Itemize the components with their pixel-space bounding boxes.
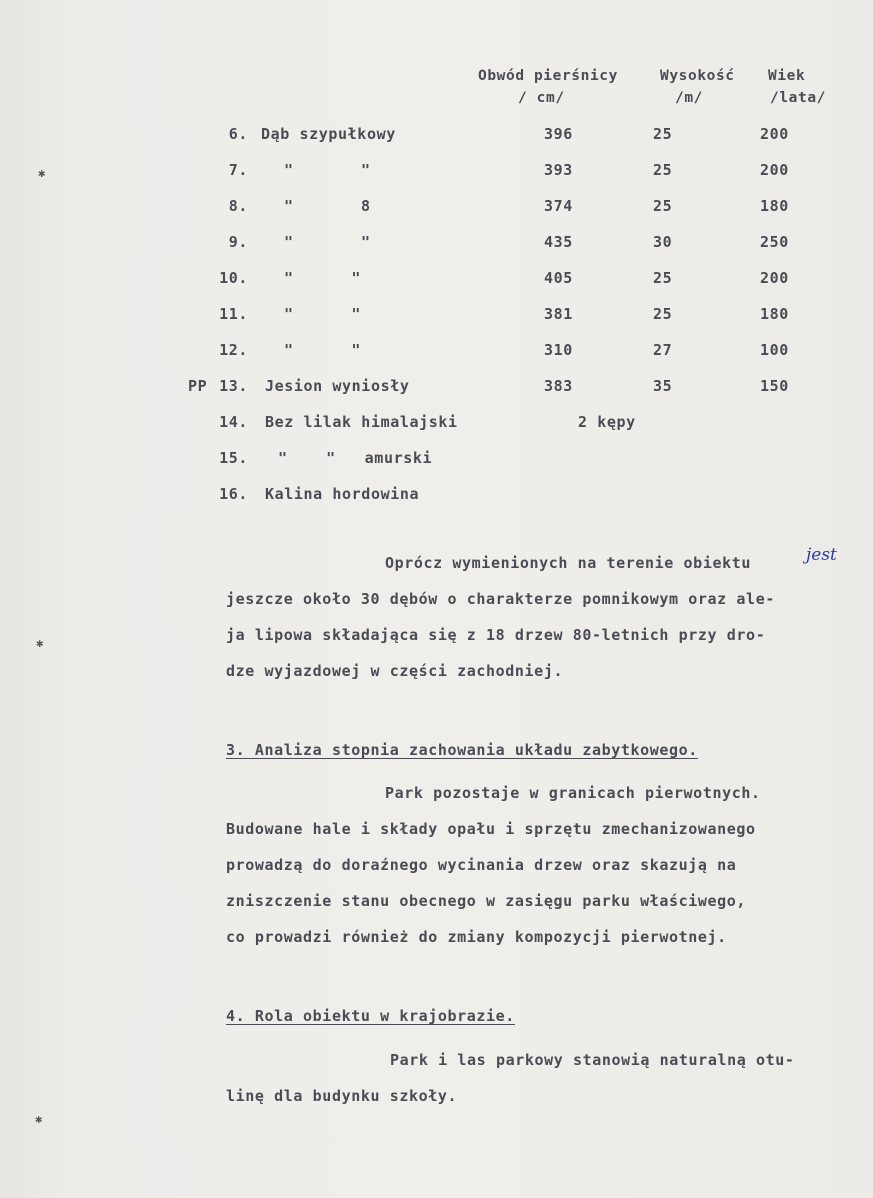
header-circumference-unit: / cm/ xyxy=(518,90,565,106)
row-number: 11. xyxy=(219,305,248,323)
section-heading: 4. Rola obiektu w krajobrazie. xyxy=(226,1007,515,1025)
header-age-unit: /lata/ xyxy=(770,90,826,106)
circumference-value: 381 xyxy=(544,305,573,323)
circumference-value: 310 xyxy=(544,341,573,359)
age-value: 200 xyxy=(760,269,789,287)
circumference-value: 374 xyxy=(544,197,573,215)
species-name: " " xyxy=(284,161,371,179)
age-value: 180 xyxy=(760,197,789,215)
paragraph-line: Park pozostaje w granicach pierwotnych. xyxy=(385,784,761,802)
height-value: 30 xyxy=(653,233,673,251)
circumference-value: 383 xyxy=(544,377,573,395)
circumference-value: 393 xyxy=(544,161,573,179)
row-number: 14. xyxy=(219,413,248,431)
quantity-note: 2 kępy xyxy=(578,413,636,431)
paragraph-line: prowadzą do doraźnego wycinania drzew oraz skazują na xyxy=(226,856,737,874)
species-name: " " xyxy=(284,269,362,287)
paragraph-line: Oprócz wymienionych na terenie obiektu xyxy=(385,554,751,572)
row-number: 6. xyxy=(228,125,248,143)
punch-hole-mark: ✱ xyxy=(36,636,44,650)
row-number: 16. xyxy=(219,485,248,503)
height-value: 27 xyxy=(653,341,673,359)
height-value: 25 xyxy=(653,269,673,287)
age-value: 180 xyxy=(760,305,789,323)
paragraph-line: dze wyjazdowej w części zachodniej. xyxy=(226,662,564,680)
punch-hole-mark: ✱ xyxy=(38,166,46,180)
height-value: 25 xyxy=(653,197,673,215)
circumference-value: 435 xyxy=(544,233,573,251)
row-number: 12. xyxy=(219,341,248,359)
height-value: 25 xyxy=(653,125,673,143)
header-height: Wysokość xyxy=(660,68,735,84)
row-number: 10. xyxy=(219,269,248,287)
species-name: " " xyxy=(284,341,362,359)
paragraph-line: Park i las parkowy stanowią naturalną otu- xyxy=(390,1051,795,1069)
species-name: Bez lilak himalajski xyxy=(265,413,458,431)
handwritten-insertion: jest xyxy=(806,545,837,565)
section-heading: 3. Analiza stopnia zachowania układu zabytkowego. xyxy=(226,741,698,759)
row-number: 7. xyxy=(228,161,248,179)
circumference-value: 396 xyxy=(544,125,573,143)
paragraph-line: jeszcze około 30 dębów o charakterze pomnikowym oraz ale- xyxy=(226,590,775,608)
height-value: 35 xyxy=(653,377,673,395)
species-name: Jesion wyniosły xyxy=(265,377,410,395)
paragraph-line: ja lipowa składająca się z 18 drzew 80-letnich przy dro- xyxy=(226,626,766,644)
species-name: " " amurski xyxy=(278,449,433,467)
row-number: 15. xyxy=(219,449,248,467)
species-name: " " xyxy=(284,305,362,323)
paragraph-line: linę dla budynku szkoły. xyxy=(226,1087,458,1105)
row-number: 8. xyxy=(228,197,248,215)
species-name: " " xyxy=(284,233,371,251)
age-value: 250 xyxy=(760,233,789,251)
paragraph-line: co prowadzi również do zmiany kompozycji pierwotnej. xyxy=(226,928,727,946)
age-value: 200 xyxy=(760,125,789,143)
header-circumference: Obwód pierśnicy xyxy=(478,68,618,84)
species-name: " 8 xyxy=(284,197,371,215)
paragraph-line: zniszczenie stanu obecnego w zasięgu parku właściwego, xyxy=(226,892,747,910)
age-value: 150 xyxy=(760,377,789,395)
row-number: 13. xyxy=(219,377,248,395)
row-number: 9. xyxy=(228,233,248,251)
header-age: Wiek xyxy=(768,68,806,84)
species-name: Kalina hordowina xyxy=(265,485,420,503)
age-value: 200 xyxy=(760,161,789,179)
height-value: 25 xyxy=(653,161,673,179)
height-value: 25 xyxy=(653,305,673,323)
paragraph-line: Budowane hale i składy opału i sprzętu zmechanizowanego xyxy=(226,820,756,838)
header-height-unit: /m/ xyxy=(675,90,703,106)
circumference-value: 405 xyxy=(544,269,573,287)
punch-hole-mark: ✱ xyxy=(35,1112,43,1126)
species-name: Dąb szypułkowy xyxy=(261,125,396,143)
age-value: 100 xyxy=(760,341,789,359)
row-prefix: PP xyxy=(188,377,208,395)
